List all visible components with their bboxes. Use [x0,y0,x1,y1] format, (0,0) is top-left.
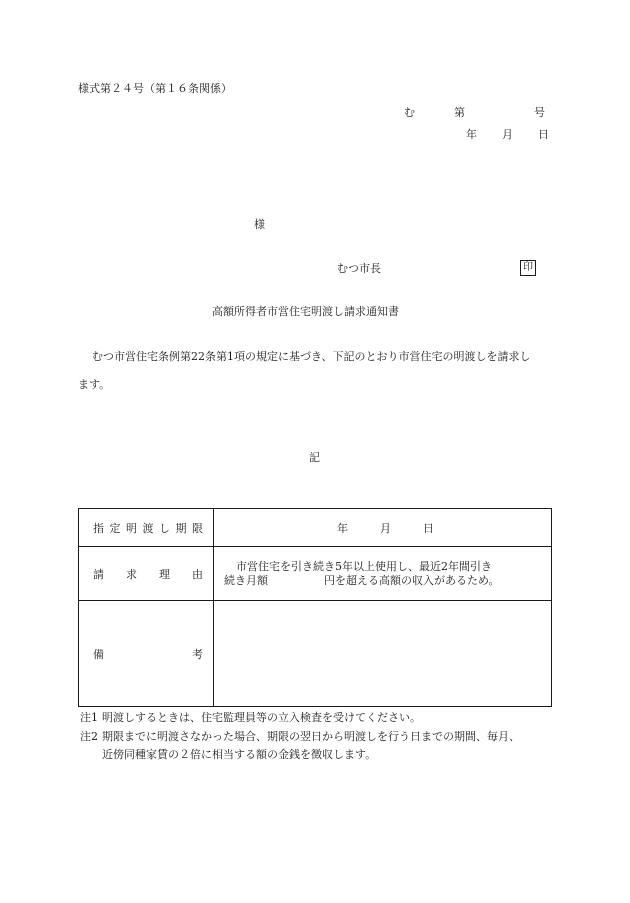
table-row-reason [79,547,552,601]
ki-heading: 記 [309,451,320,464]
note-2-continued: 近傍同種家賃の２倍に相当する額の金銭を徴収します。 [102,748,377,761]
date-month: 月 [502,128,513,141]
request-table [78,508,552,707]
period-label: 指 定 明 渡 し 期 限 [79,509,214,547]
document-title: 高額所得者市営住宅明渡し請求通知書 [212,305,399,318]
reason-value [214,547,552,601]
reason-line-2: 続き月額 円を超える高額の収入があるため。 [224,573,500,587]
period-year: 年 [337,521,348,535]
table-row-remarks [79,601,552,707]
doc-prefix: む [404,106,415,119]
seal-icon: 印 [520,260,536,276]
period-value [214,509,552,547]
body-line-2: ます。 [78,378,111,391]
doc-go: 号 [534,106,545,119]
remarks-label: 備 考 [79,601,214,707]
table-row-period [79,509,552,547]
date-year: 年 [466,128,477,141]
body-line-1: むつ市営住宅条例第22条第1項の規定に基づき、下記のとおり市営住宅の明渡しを請求し [92,350,531,363]
period-month: 月 [380,521,391,535]
note-1: 注1 明渡しするときは、住宅監理員等の立入検査を受けてください。 [80,711,421,724]
note-2: 注2 期限までに明渡さなかった場合、期限の翌日から明渡しを行う日までの期間、毎月、 [80,730,520,743]
reason-line-1: 市営住宅を引き続き5年以上使用し、最近2年間引き [236,559,492,573]
addressee-honorific: 様 [254,218,265,231]
doc-dai: 第 [454,106,465,119]
period-day: 日 [423,521,434,535]
form-number: 様式第２４号（第１６条関係） [78,82,232,95]
remarks-value [214,601,552,707]
reason-label: 請 求 理 由 [79,547,214,601]
sender-name: むつ市長 [337,262,381,275]
date-day: 日 [538,128,549,141]
